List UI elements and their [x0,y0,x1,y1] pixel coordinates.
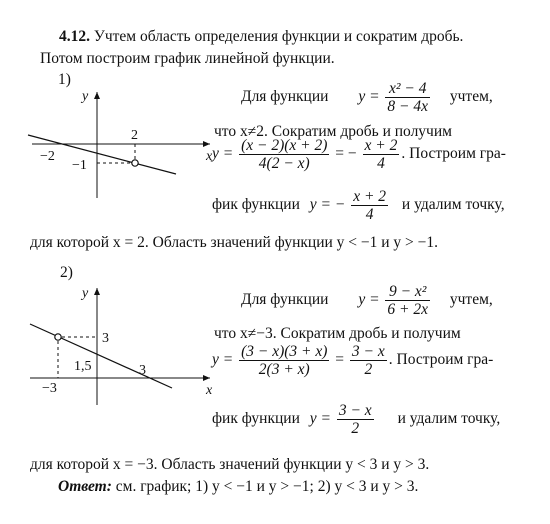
part1-x-label: x [206,149,213,164]
part1-text-uchtem: учтем, [449,88,493,106]
part1-text-dlya: Для функции [241,88,329,106]
part2-eq-fraction: $\frac{(3 - x)(3 + x)}{2(3 + x)}$ [241,343,328,378]
part1-tick-neg2: −2 [40,149,55,164]
part2-line1: Для функции y = $\frac{\text{9 − x²}}{6 + 2x}$ учтем, [241,283,493,318]
part1-hole-point [132,160,138,166]
part2-tick-3y: 3 [102,331,109,346]
part1-x-arrow [203,141,210,147]
part2-y-arrow [94,288,100,295]
part1-eq-fraction: $\frac{(x - 2)(x + 2)}{4(2 - x)}$ [241,137,328,172]
part2-tick-neg3: −3 [42,381,57,396]
part2-y-label: y [82,286,89,301]
part1-fraction: $\frac{\text{x² − 4}}{8 - 4x}$ [387,80,428,115]
part1-tick-2: 2 [131,128,138,143]
part2-line4: фик функции y = $\frac{3 - x}{2}$ и удалим точку, [212,402,501,437]
part1-line1 [241,80,493,115]
answer-text: см. график; 1) y < −1 и y > −1; 2) y < 3 и y > 3. [115,478,419,495]
part2-x-label: x [206,383,213,398]
part2-x-arrow [203,375,210,381]
part2-f-fraction: $\frac{3 - x}{2}$ [338,402,372,437]
part1-lhs: y = [358,88,380,106]
answer-label: Ответ: [58,478,112,495]
part2-graph [20,280,220,410]
part2-fraction: $\frac{\text{9 − x²}}{6 + 2x}$ [387,283,428,318]
problem-number: 4.12. [59,28,90,45]
problem-header [59,28,463,46]
part1-f-fraction: $\frac{x + 2}{4}$ [353,188,387,223]
answer-line [58,478,418,496]
part1-line3: y = $\frac{(x - 2)(x + 2)}{4(2 - x)}$ = − $\frac{x + 2}{4}$ . Построим гра- [212,137,506,172]
part1-line2: что x≠2. Сократим дробь и получим [214,123,452,140]
part1-line5: для которой x = 2. Область значений функции y < −1 и y > −1. [30,234,439,251]
part1-y-arrow [94,92,100,99]
part1-eq-fraction2: $\frac{x + 2}{4}$ [364,137,398,172]
part1-y-label: y [82,89,89,104]
part2-tick-15: 1,5 [74,359,92,374]
part2-tick-3x: 3 [139,363,146,378]
part1-line4: фик функции y = − $\frac{x + 2}{4}$ и удалим точку, [212,188,505,223]
part1-graph [20,88,220,203]
part2-line3: y = $\frac{(3 - x)(3 + x)}{2(3 + x)}$ = $\frac{3 - x}{2}$ . Построим гра- [212,343,494,378]
part2-label: 2) [60,264,73,281]
part1-tick-neg1: −1 [72,158,87,173]
part2-eq-fraction2: $\frac{3 - x}{2}$ [351,343,385,378]
part1-label: 1) [58,71,71,88]
part2-line2: что x≠−3. Сократим дробь и получим [214,325,461,342]
intro-line-1: Учтем область определения функции и сократим дробь. [93,28,464,45]
part2-line5: для которой x = −3. Область значений функции y < 3 и y > 3. [30,456,430,473]
intro-line-2: Потом построим график линейной функции. [40,50,335,67]
part2-hole-point [55,334,61,340]
